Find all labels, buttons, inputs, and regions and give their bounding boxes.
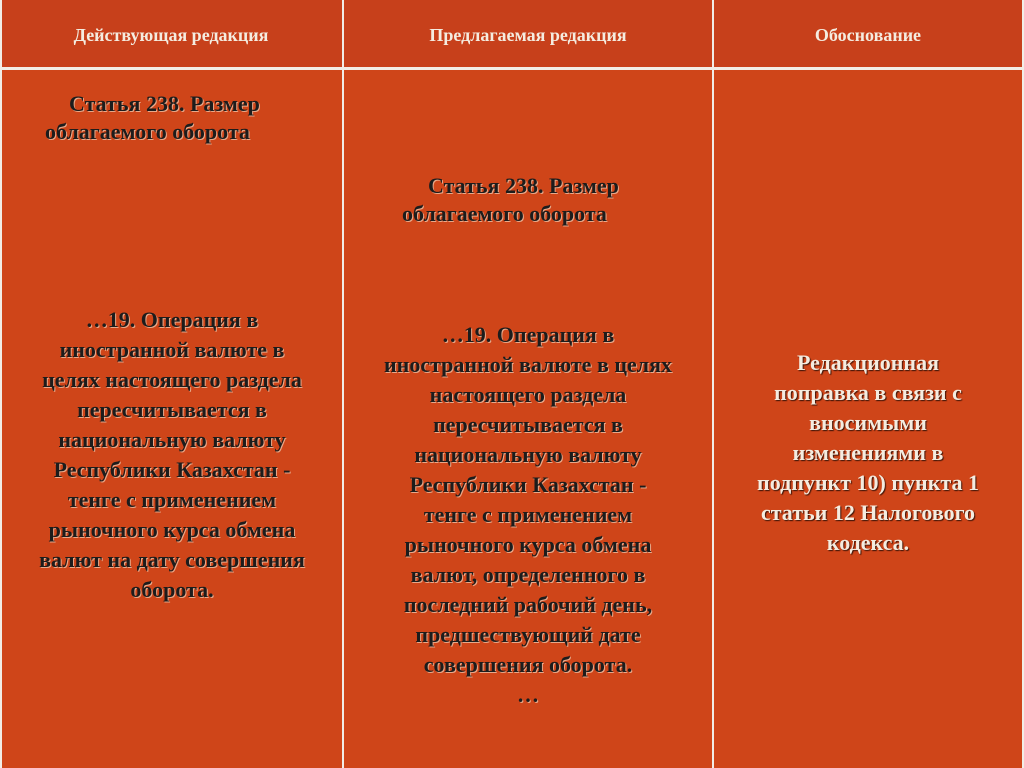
justification-line: изменениями в — [792, 440, 944, 465]
current-body-line: пересчитывается в — [77, 397, 267, 422]
current-body-line: национальную валюту — [58, 427, 286, 452]
current-body-line: валют на дату совершения — [39, 547, 305, 572]
current-body-line: оборота. — [130, 577, 214, 602]
proposed-body-line: последний рабочий день, — [403, 592, 653, 617]
current-body-line: иностранной валюте в — [59, 337, 285, 362]
proposed-body-line: тенге с применением — [423, 502, 633, 527]
proposed-body-line: рыночного курса обмена — [404, 532, 652, 557]
justification-line: поправка в связи с — [774, 380, 962, 405]
justification-line: подпункт 10) пункта 1 — [757, 470, 979, 495]
proposed-article-body — [346, 320, 710, 710]
header-proposed-edition: Предлагаемая редакция — [429, 24, 627, 45]
proposed-body-line: валют, определенного в — [410, 562, 646, 587]
header-justification: Обоснование — [814, 24, 922, 45]
proposed-body-line: совершения оборота. — [423, 652, 633, 677]
current-body-line: рыночного курса обмена — [48, 517, 296, 542]
proposed-title-line-1: Статья 238. Размер — [428, 173, 619, 198]
proposed-body-line: иностранной валюте в целях — [383, 352, 673, 377]
column-divider-1 — [342, 0, 344, 768]
justification-line: статьи 12 Налогового — [760, 500, 976, 525]
proposed-body-line: пересчитывается в — [433, 412, 623, 437]
current-title-line-2: облагаемого оборота — [45, 119, 250, 144]
current-body-line: …19. Операция в — [85, 307, 259, 332]
justification-text — [716, 348, 1020, 558]
proposed-body-line: … — [517, 682, 539, 707]
header-current-edition: Действующая редакция — [73, 24, 269, 45]
proposed-body-line: …19. Операция в — [441, 322, 615, 347]
column-divider-2 — [712, 0, 714, 768]
proposed-body-line: Республики Казахстан - — [409, 472, 647, 497]
current-body-line: Республики Казахстан - — [53, 457, 291, 482]
current-article-title — [45, 90, 335, 146]
proposed-article-title — [402, 172, 702, 228]
current-body-line: тенге с применением — [67, 487, 277, 512]
proposed-body-line: национальную валюту — [414, 442, 642, 467]
proposed-body-line: предшествующий дате — [415, 622, 641, 647]
column-divider-left — [0, 0, 2, 768]
proposed-body-line: настоящего раздела — [429, 382, 627, 407]
justification-line: Редакционная — [796, 350, 940, 375]
current-title-line-1: Статья 238. Размер — [69, 91, 260, 116]
current-body-line: целях настоящего раздела — [42, 367, 302, 392]
justification-line: кодекса. — [826, 530, 910, 555]
current-article-body — [4, 305, 340, 605]
justification-line: вносимыми — [809, 410, 927, 435]
proposed-title-line-2: облагаемого оборота — [402, 201, 607, 226]
